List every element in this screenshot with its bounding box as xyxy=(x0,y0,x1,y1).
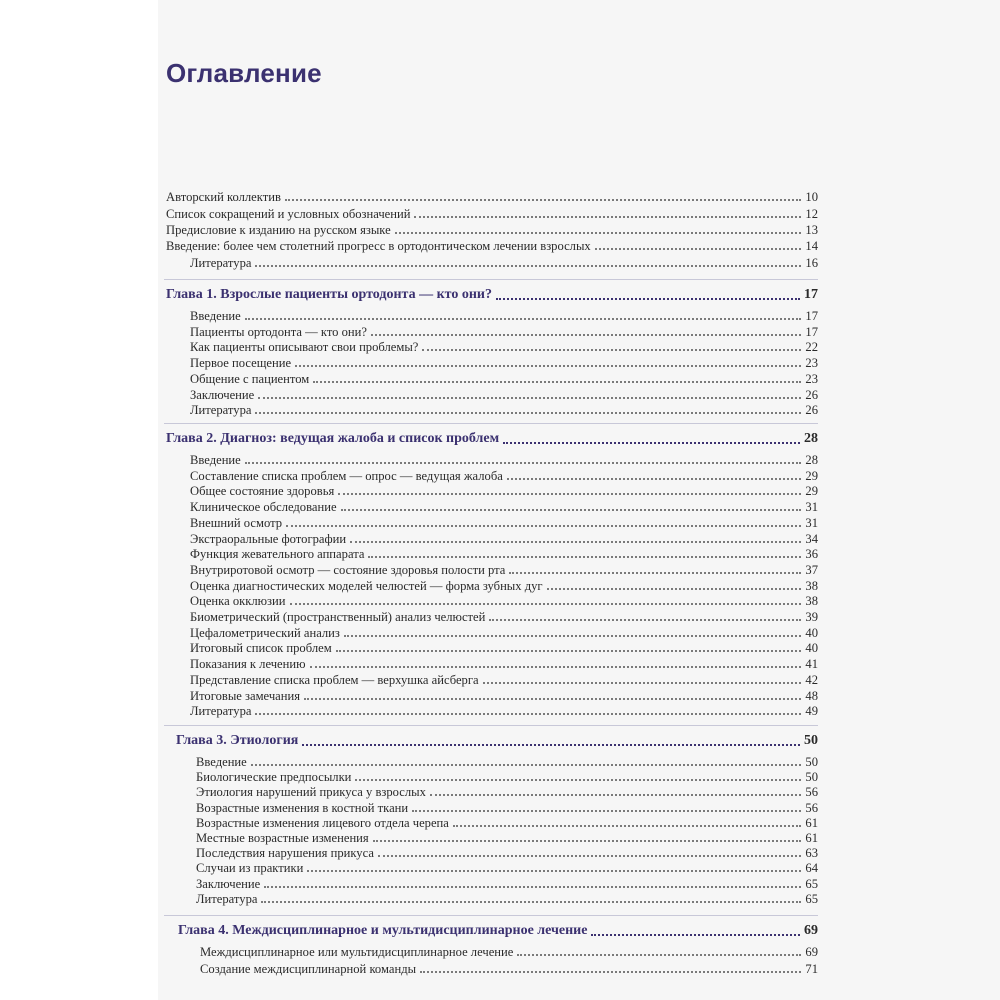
toc-section-entry[interactable] xyxy=(190,546,818,561)
toc-entry-label: Как пациенты описывают свои проблемы? xyxy=(190,340,419,355)
toc-section-entry[interactable] xyxy=(190,324,818,339)
toc-section-entry[interactable] xyxy=(196,860,818,875)
toc-entry-label: Введение xyxy=(190,309,241,323)
dot-leader xyxy=(255,265,801,267)
toc-entry-label: Клиническое обследование xyxy=(190,500,337,515)
toc-page-number: 65 xyxy=(805,891,818,906)
toc-section-entry[interactable] xyxy=(190,452,818,467)
toc-page-number: 16 xyxy=(805,256,818,270)
toc-page-number: 56 xyxy=(805,785,818,800)
toc-section-entry[interactable] xyxy=(190,593,818,608)
dot-leader xyxy=(489,619,801,621)
dot-leader xyxy=(422,349,801,351)
toc-page-number: 31 xyxy=(805,500,818,515)
dot-leader xyxy=(591,934,800,936)
page-title: Оглавление xyxy=(166,58,322,88)
dot-leader xyxy=(547,588,802,590)
toc-entry-label: Заключение xyxy=(196,876,261,891)
chapter-heading[interactable] xyxy=(176,732,818,749)
toc-entry-label: Авторский коллектив xyxy=(166,190,281,204)
toc-entry-label: Экстраоральные фотографии xyxy=(190,531,347,546)
toc-section-entry[interactable] xyxy=(200,944,818,959)
toc-entry-label: Создание междисциплинарной команды xyxy=(200,962,417,976)
toc-section-entry[interactable] xyxy=(196,754,818,769)
dot-leader xyxy=(503,442,800,444)
toc-section-entry[interactable] xyxy=(190,308,818,323)
toc-page-number: 69 xyxy=(804,923,818,938)
toc-section-entry[interactable] xyxy=(190,531,818,546)
toc-entry[interactable] xyxy=(166,238,818,253)
section-divider xyxy=(164,915,818,916)
toc-entry-label: Литература xyxy=(196,891,258,906)
toc-page-number: 29 xyxy=(805,484,818,499)
toc-entry[interactable] xyxy=(166,189,818,204)
toc-entry-label: Список сокращений и условных обозначений xyxy=(166,207,411,221)
toc-page-number: 13 xyxy=(805,223,818,237)
dot-leader xyxy=(412,810,801,812)
toc-section-entry[interactable] xyxy=(196,784,818,799)
section-divider xyxy=(164,279,818,280)
toc-entry-label: Междисциплинарное или мультидисциплинарное лечение xyxy=(200,945,514,959)
section-divider xyxy=(164,725,818,726)
section-divider xyxy=(164,423,818,424)
dot-leader xyxy=(344,635,802,637)
toc-page-number: 61 xyxy=(805,815,818,830)
dot-leader xyxy=(378,855,801,857)
toc-entry-label: Возрастные изменения в костной ткани xyxy=(196,800,409,815)
toc-page-number: 17 xyxy=(804,287,818,302)
dot-leader xyxy=(595,248,802,250)
toc-page-number: 36 xyxy=(805,547,818,562)
toc-section-entry[interactable] xyxy=(190,562,818,577)
toc-entry-label: Предисловие к изданию на русском языке xyxy=(166,223,391,237)
dot-leader xyxy=(373,840,802,842)
toc-entry-label: Представление списка проблем — верхушка айсберга xyxy=(190,672,479,687)
toc-entry-label: Введение xyxy=(190,453,241,467)
toc-entry-label: Биологические предпосылки xyxy=(196,770,352,785)
dot-leader xyxy=(483,682,802,684)
chapter-heading[interactable] xyxy=(178,922,818,939)
toc-section-entry[interactable] xyxy=(200,961,818,976)
toc-entry-label: Итоговый список проблем xyxy=(190,641,332,656)
toc-page-number: 34 xyxy=(805,531,818,546)
toc-page-number: 10 xyxy=(805,190,818,204)
toc-section-entry[interactable] xyxy=(196,769,818,784)
toc-entry-label: Общение с пациентом xyxy=(190,371,310,386)
toc-entry[interactable] xyxy=(166,206,818,221)
dot-leader xyxy=(290,603,802,605)
dot-leader xyxy=(302,744,800,746)
toc-section-entry[interactable] xyxy=(190,515,818,530)
dot-leader xyxy=(245,462,802,464)
toc-page-number: 39 xyxy=(805,610,818,624)
toc-section-entry[interactable] xyxy=(196,876,818,891)
dot-leader xyxy=(338,493,801,495)
toc-entry-label: Глава 2. Диагноз: ведущая жалоба и список проблем xyxy=(166,431,500,446)
dot-leader xyxy=(295,365,801,367)
toc-page-number: 56 xyxy=(805,800,818,815)
toc-entry-label: Глава 3. Этиология xyxy=(176,733,299,748)
dot-leader xyxy=(313,381,801,383)
dot-leader xyxy=(414,216,801,218)
toc-section-entry[interactable] xyxy=(190,371,818,386)
chapter-heading[interactable] xyxy=(166,430,818,447)
toc-page-number: 71 xyxy=(805,962,818,976)
dot-leader xyxy=(368,556,801,558)
toc-entry-label: Последствия нарушения прикуса xyxy=(196,846,374,861)
toc-entry-label: Первое посещение xyxy=(190,356,292,371)
toc-section-entry[interactable] xyxy=(190,578,818,593)
dot-leader xyxy=(517,954,801,956)
toc-section-entry[interactable] xyxy=(190,672,818,687)
toc-page-number: 40 xyxy=(805,625,818,640)
toc-section-entry[interactable] xyxy=(196,845,818,860)
toc-page-number: 26 xyxy=(805,403,818,418)
toc-section-entry[interactable] xyxy=(190,609,818,624)
dot-leader xyxy=(507,478,802,480)
toc-entry-label: Составление списка проблем — опрос — ведущая жалоба xyxy=(190,468,503,483)
toc-entry-label: Введение: более чем столетний прогресс в ортодонтическом лечении взрослых xyxy=(166,239,591,253)
toc-page-number: 12 xyxy=(805,207,818,221)
toc-entry-label: Литература xyxy=(190,403,252,418)
toc-entry[interactable] xyxy=(190,255,818,270)
toc-page-number: 65 xyxy=(805,876,818,891)
toc-page-number: 50 xyxy=(805,755,818,769)
toc-page-number: 61 xyxy=(805,831,818,845)
toc-section-entry[interactable] xyxy=(190,640,818,655)
dot-leader xyxy=(307,870,801,872)
toc-page-number: 23 xyxy=(805,356,818,371)
dot-leader xyxy=(341,509,802,511)
chapter-heading[interactable] xyxy=(166,286,818,303)
toc-page-number: 28 xyxy=(804,431,818,446)
toc-page-number: 38 xyxy=(805,594,818,609)
dot-leader xyxy=(355,779,801,781)
toc-section-entry[interactable] xyxy=(196,891,818,906)
dot-leader xyxy=(258,397,801,399)
toc-entry-label: Местные возрастные изменения xyxy=(196,831,369,845)
toc-entry-label: Этиология нарушений прикуса у взрослых xyxy=(196,785,426,800)
toc-entry-label: Введение xyxy=(196,755,247,769)
toc-section-entry[interactable] xyxy=(190,468,818,483)
toc-entry-label: Цефалометрический анализ xyxy=(190,625,340,640)
dot-leader xyxy=(251,764,802,766)
toc-entry-label: Внешний осмотр xyxy=(190,515,283,530)
toc-page-number: 38 xyxy=(805,578,818,593)
toc-section-entry[interactable] xyxy=(196,815,818,830)
toc-section-entry[interactable] xyxy=(196,830,818,845)
toc-entry[interactable] xyxy=(166,222,818,237)
toc-section-entry[interactable] xyxy=(190,387,818,402)
toc-entry-label: Оценка диагностических моделей челюстей — форма зубных дуг xyxy=(190,578,543,593)
toc-page-number: 26 xyxy=(805,387,818,402)
toc-section-entry[interactable] xyxy=(190,688,818,703)
toc-entry-label: Случаи из практики xyxy=(196,861,304,876)
dot-leader xyxy=(255,713,801,715)
dot-leader xyxy=(255,412,801,414)
toc-page-number: 22 xyxy=(805,340,818,355)
toc-entry-label: Пациенты ортодонта — кто они? xyxy=(190,324,367,339)
toc-page-number: 17 xyxy=(805,324,818,339)
dot-leader xyxy=(371,334,801,336)
toc-entry-label: Заключение xyxy=(190,387,255,402)
toc-entry-label: Возрастные изменения лицевого отдела черепа xyxy=(196,815,449,830)
dot-leader xyxy=(245,318,802,320)
toc-section-entry[interactable] xyxy=(190,625,818,640)
toc-entry-label: Общее состояние здоровья xyxy=(190,484,335,499)
toc-page-number: 48 xyxy=(805,688,818,703)
toc-page-number: 63 xyxy=(805,846,818,861)
dot-leader xyxy=(420,971,801,973)
toc-page-number: 50 xyxy=(805,770,818,785)
toc-section-entry[interactable] xyxy=(190,656,818,671)
toc-page-number: 49 xyxy=(805,704,818,719)
toc-page-number: 31 xyxy=(805,515,818,530)
toc-section-entry[interactable] xyxy=(190,703,818,718)
toc-page-number: 41 xyxy=(805,657,818,672)
toc-entry-label: Итоговые замечания xyxy=(190,688,301,703)
toc-section-entry[interactable] xyxy=(190,499,818,514)
toc-section-entry[interactable] xyxy=(190,483,818,498)
toc-entry-label: Показания к лечению xyxy=(190,657,306,672)
dot-leader xyxy=(285,199,802,201)
dot-leader xyxy=(509,572,801,574)
dot-leader xyxy=(264,886,801,888)
toc-entry-label: Литература xyxy=(190,704,252,719)
bleed-through-text xyxy=(170,14,173,26)
toc-page-number: 64 xyxy=(805,861,818,876)
toc-page-number: 14 xyxy=(805,239,818,253)
dot-leader xyxy=(310,666,802,668)
dot-leader xyxy=(496,298,800,300)
toc-page-number: 69 xyxy=(805,945,818,959)
toc-entry-label: Глава 1. Взрослые пациенты ортодонта — кто они? xyxy=(166,287,492,302)
toc-section-entry[interactable] xyxy=(190,339,818,354)
toc-page-number: 23 xyxy=(805,371,818,386)
toc-entry-label: Функция жевательного аппарата xyxy=(190,547,365,562)
dot-leader xyxy=(286,525,801,527)
toc-entry-label: Биометрический (пространственный) анализ челюстей xyxy=(190,610,486,624)
toc-page-number: 17 xyxy=(805,309,818,323)
toc-page-number: 28 xyxy=(805,453,818,467)
dot-leader xyxy=(430,794,801,796)
toc-entry-label: Оценка окклюзии xyxy=(190,594,286,609)
dot-leader xyxy=(261,901,801,903)
toc-page-number: 50 xyxy=(804,733,818,748)
toc-page-number: 42 xyxy=(805,672,818,687)
dot-leader xyxy=(395,232,802,234)
toc-section-entry[interactable] xyxy=(196,800,818,815)
dot-leader xyxy=(336,650,802,652)
toc-section-entry[interactable] xyxy=(190,355,818,370)
toc-page-number: 29 xyxy=(805,468,818,483)
toc-page-number: 40 xyxy=(805,641,818,656)
dot-leader xyxy=(304,698,801,700)
toc-page-number: 37 xyxy=(805,562,818,577)
toc-entry-label: Глава 4. Междисциплинарное и мультидисциплинарное лечение xyxy=(178,923,588,938)
toc-entry-label: Литература xyxy=(190,256,252,270)
dot-leader xyxy=(350,541,801,543)
toc-entry-label: Внутриротовой осмотр — состояние здоровья полости рта xyxy=(190,562,506,577)
dot-leader xyxy=(453,825,802,827)
toc-section-entry[interactable] xyxy=(190,402,818,417)
